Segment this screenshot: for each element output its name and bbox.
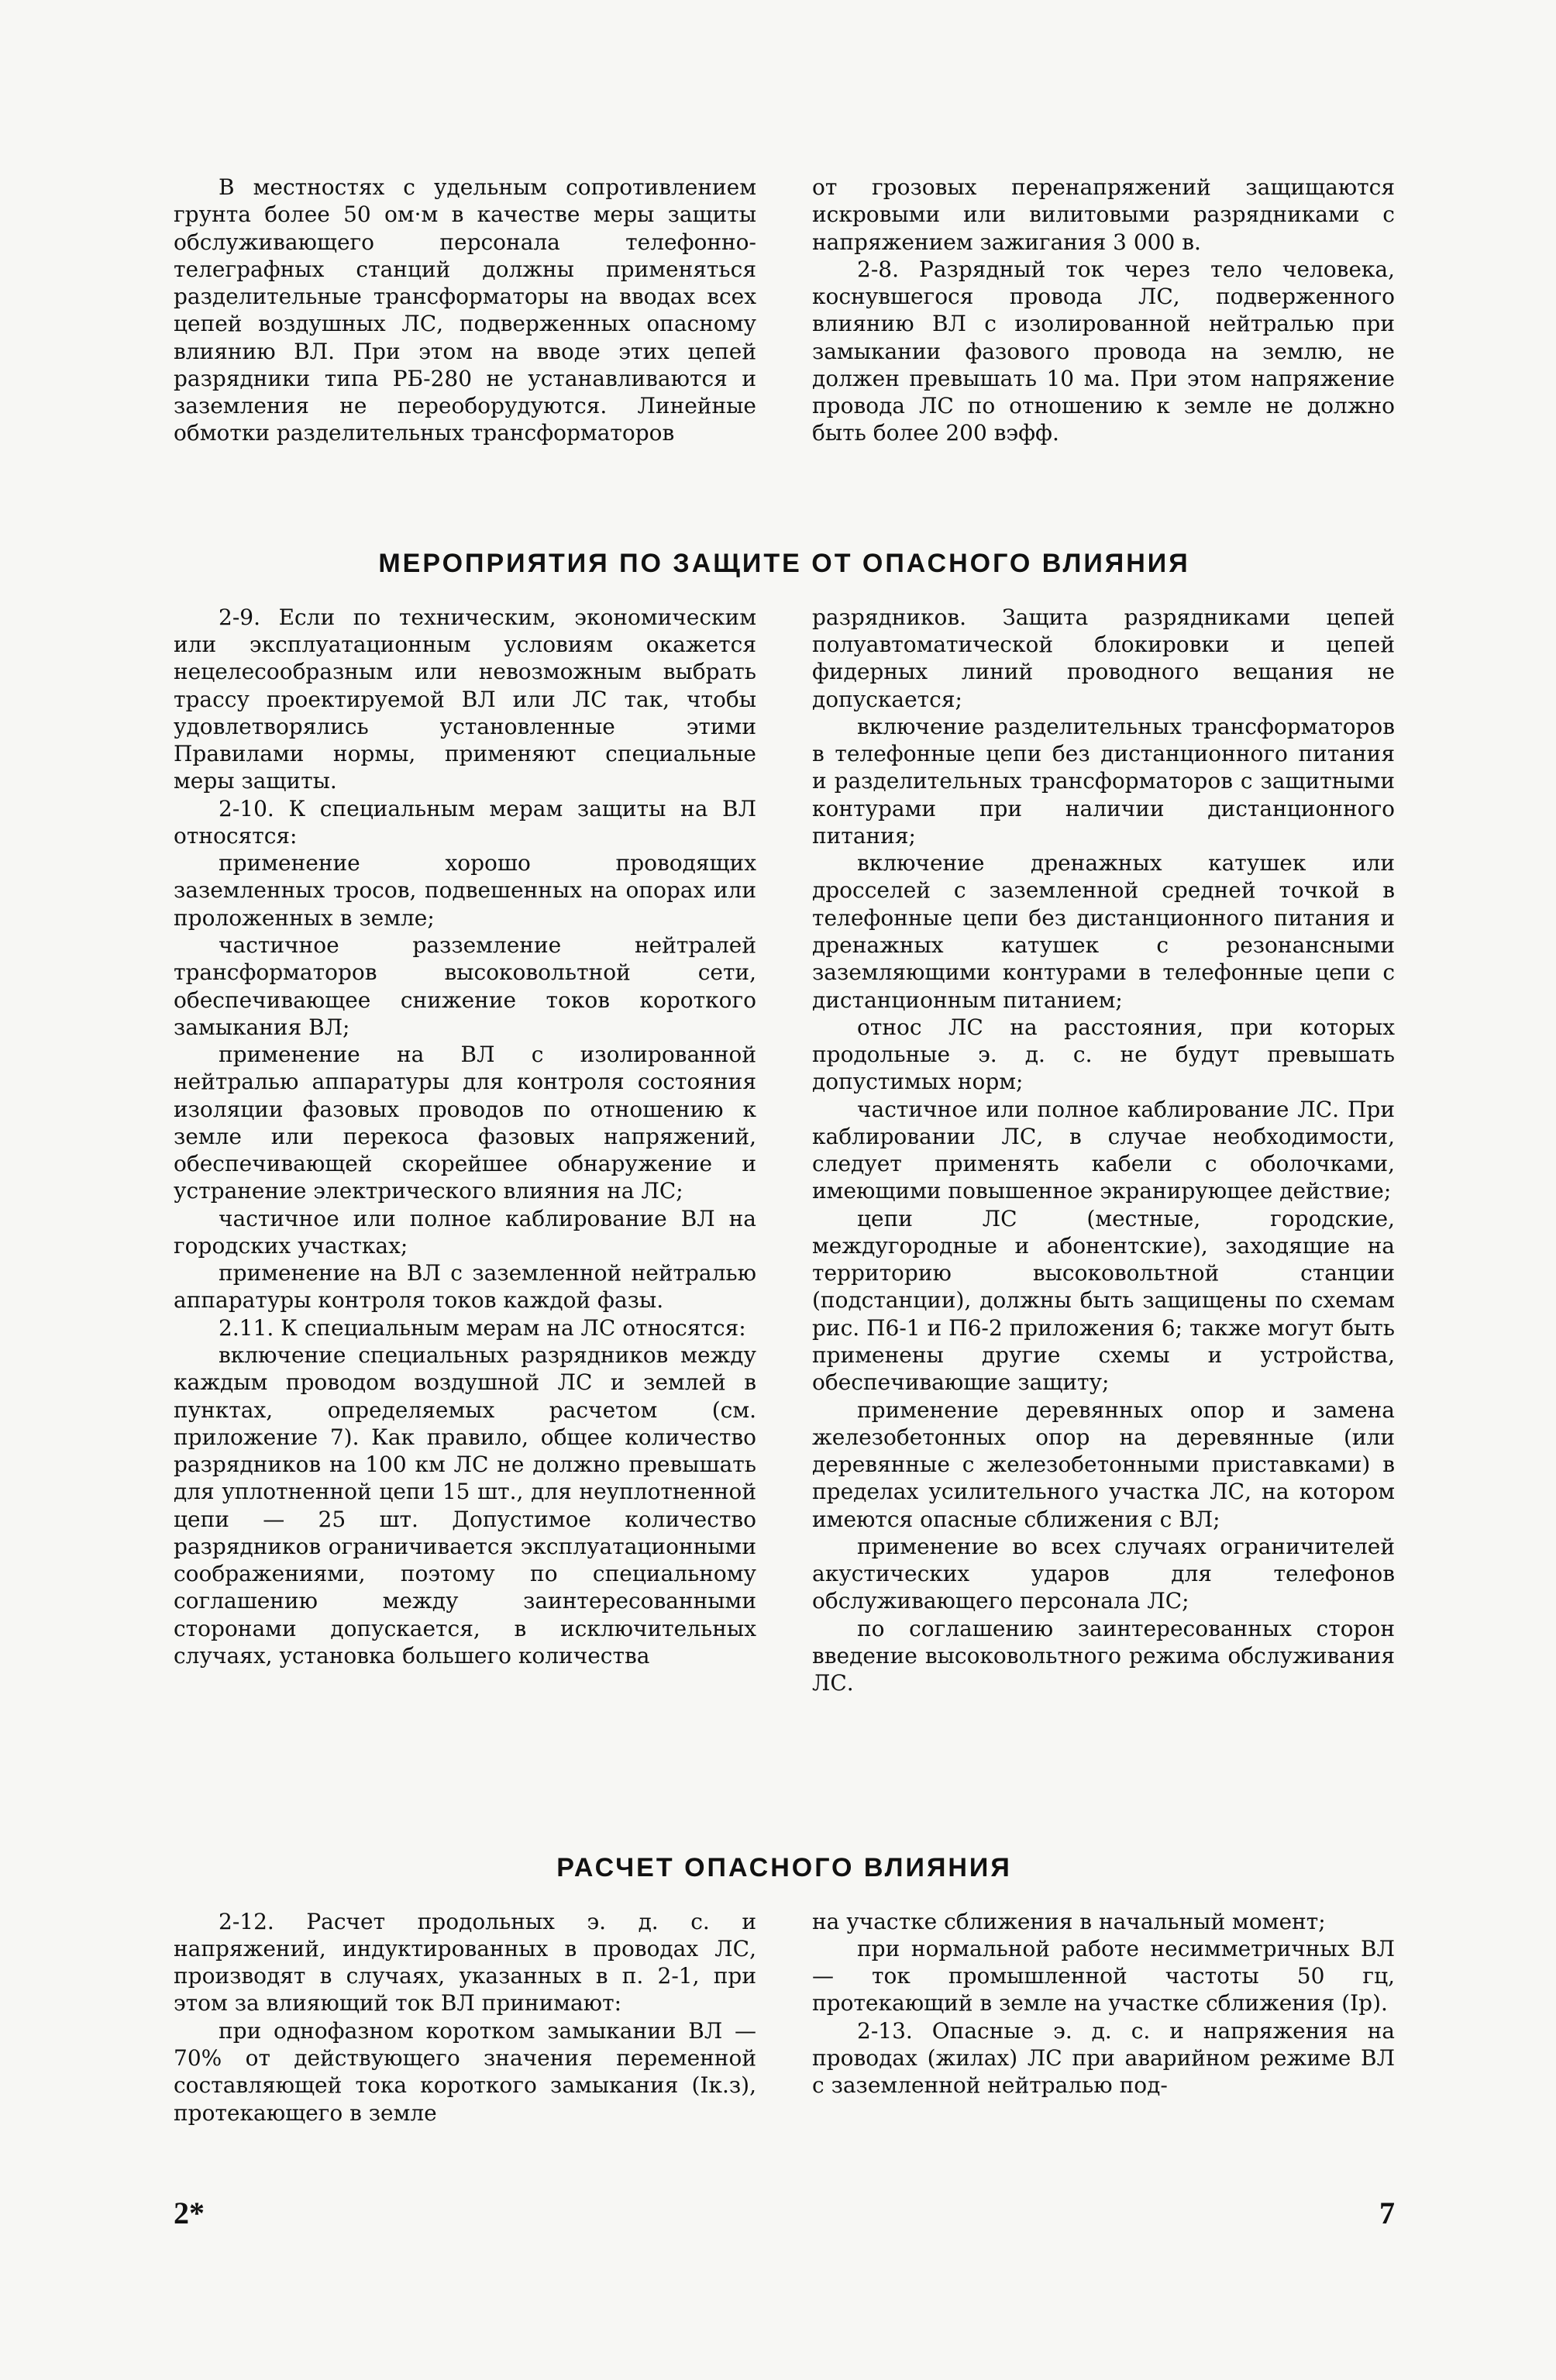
- paragraph: применение на ВЛ с изолированной нейтралью аппаратуры для контроля состояния изоляции фазовых проводов по отношению к земле или перекоса фазовых напряжений, обеспечивающей скорейшее обнаружение и устранение электрического влияния на ЛС;: [174, 1042, 756, 1204]
- paragraph: применение во всех случаях ограничителей акустических ударов для телефонов обслуживающего персонала ЛС;: [812, 1533, 1395, 1614]
- paragraph: на участке сближения в начальный момент;: [812, 1908, 1326, 1934]
- paragraph: частичное или полное каблирование ЛС. При каблировании ЛС, в случае необходимости, следует применять кабели с оболочками, имеющими повышенное экранирующее действие;: [812, 1096, 1395, 1204]
- paragraph: включение специальных разрядников между каждым проводом воздушной ЛС и землей в пунктах, определяемых расчетом (см. приложение 7). Как правило, общее количество разрядников на 100 км ЛС не должно превышать для уплотненной цепи 15 шт., для неуплотненной цепи — 25 шт. Допустимое количество разрядников ограничивается эксплуатационными соображениями, поэтому по специальному соглашению между заинтересованными сторонами допускается, в исключительных случаях, установка большего количества: [174, 1342, 756, 1669]
- section-heading-protection: МЕРОПРИЯТИЯ ПО ЗАЩИТЕ ОТ ОПАСНОГО ВЛИЯНИЯ: [378, 549, 1190, 578]
- paragraph: разрядников. Защита разрядниками цепей полуавтоматической блокировки и цепей фидерных линий проводного вещания не допускается;: [812, 604, 1395, 712]
- paragraph: от грозовых перенапряжений защищаются искровыми или вилитовыми разрядниками с напряжением зажигания 3 000 в.: [812, 174, 1395, 255]
- section-protection-measures: [174, 604, 1395, 1817]
- signature-mark: 2*: [174, 2196, 205, 2230]
- document-page: [174, 174, 1395, 2126]
- paragraph: В местностях с удельным сопротивлением грунта более 50 ом·м в качестве меры защиты обслуживающего персонала телефонно-телеграфных станций должны применяться разделительные трансформаторы на вводах всех цепей воздушных ЛС, подверженных опасному влиянию ВЛ. При этом на вводе этих цепей разрядники типа РБ-280 не устанавливаются и заземления не переоборудуются. Линейные обмотки разделительных трансформаторов: [174, 174, 756, 446]
- paragraph: включение дренажных катушек или дросселей с заземленной средней точкой в телефонные цепи без дистанционного питания и дренажных катушек с резонансными заземляющими контурами в телефонные цепи с дистанционным питанием;: [812, 850, 1395, 1013]
- column-left: [174, 174, 756, 513]
- section-heading-calculation: РАСЧЕТ ОПАСНОГО ВЛИЯНИЯ: [556, 1852, 1012, 1882]
- paragraph: при однофазном коротком замыкании ВЛ — 70% от действующего значения переменной составляющей тока короткого замыкания (Iк.з), протекающего в земле: [174, 2017, 756, 2126]
- section-calculation: [174, 1908, 1395, 2126]
- paragraph: включение разделительных трансформаторов в телефонные цепи без дистанционного питания и разделительных трансформаторов с защитными контурами при наличии дистанционного питания;: [812, 713, 1395, 849]
- section-intro: [174, 174, 1395, 513]
- page-number: 7: [1379, 2196, 1395, 2230]
- column-right: [812, 174, 1395, 513]
- paragraph: 2-8. Разрядный ток через тело человека, коснувшегося провода ЛС, подверженного влиянию ВЛ с изолированной нейтралью при замыкании фазового провода на землю, не должен превышать 10 ма. При этом напряжение провода ЛС по отношению к земле не должно быть более 200 вэфф.: [812, 256, 1395, 446]
- paragraph: 2-13. Опасные э. д. с. и напряжения на проводах (жилах) ЛС при аварийном режиме ВЛ с заземленной нейтралью под-: [812, 2017, 1395, 2099]
- column-left: [174, 604, 756, 1817]
- page-footer: [174, 2195, 1395, 2231]
- paragraph: 2.11. К специальным мерам на ЛС относятся:: [219, 1314, 746, 1341]
- paragraph: 2-10. К специальным мерам защиты на ВЛ относятся:: [174, 795, 756, 849]
- paragraph: применение хорошо проводящих заземленных тросов, подвешенных на опорах или проложенных в земле;: [174, 850, 756, 931]
- paragraph: частичное разземление нейтралей трансформаторов высоковольтной сети, обеспечивающее снижение токов короткого замыкания ВЛ;: [174, 932, 756, 1040]
- paragraph: применение на ВЛ с заземленной нейтралью аппаратуры контроля токов каждой фазы.: [174, 1260, 756, 1314]
- column-right: [812, 1908, 1395, 2099]
- column-right: [812, 604, 1395, 1817]
- paragraph: частичное или полное каблирование ВЛ на городских участках;: [174, 1205, 756, 1259]
- paragraph: по соглашению заинтересованных сторон введение высоковольтного режима обслуживания ЛС.: [812, 1615, 1395, 1696]
- paragraph: применение деревянных опор и замена железобетонных опор на деревянные (или деревянные с железобетонными приставками) в пределах усилительного участка ЛС, на котором имеются опасные сближения с ВЛ;: [812, 1397, 1395, 1532]
- paragraph: 2-12. Расчет продольных э. д. с. и напряжений, индуктированных в проводах ЛС, производят в случаях, указанных в п. 2-1, при этом за влияющий ток ВЛ принимают:: [174, 1908, 756, 2017]
- paragraph: относ ЛС на расстояния, при которых продольные э. д. с. не будут превышать допустимых норм;: [812, 1014, 1395, 1095]
- column-left: [174, 1908, 756, 2126]
- paragraph: 2-9. Если по техническим, экономическим или эксплуатационным условиям окажется нецелесообразным или невозможным выбрать трассу проектируемой ВЛ или ЛС так, чтобы удовлетворялись установленные этими Правилами нормы, применяют специальные меры защиты.: [174, 604, 756, 794]
- paragraph: при нормальной работе несимметричных ВЛ — ток промышленной частоты 50 гц, протекающий в земле на участке сближения (Iр).: [812, 1935, 1395, 2017]
- paragraph: цепи ЛС (местные, городские, междугородные и абонентские), заходящие на территорию высоковольтной станции (подстанции), должны быть защищены по схемам рис. П6-1 и П6-2 приложения 6; также могут быть применены другие схемы и устройства, обеспечивающие защиту;: [812, 1205, 1395, 1396]
